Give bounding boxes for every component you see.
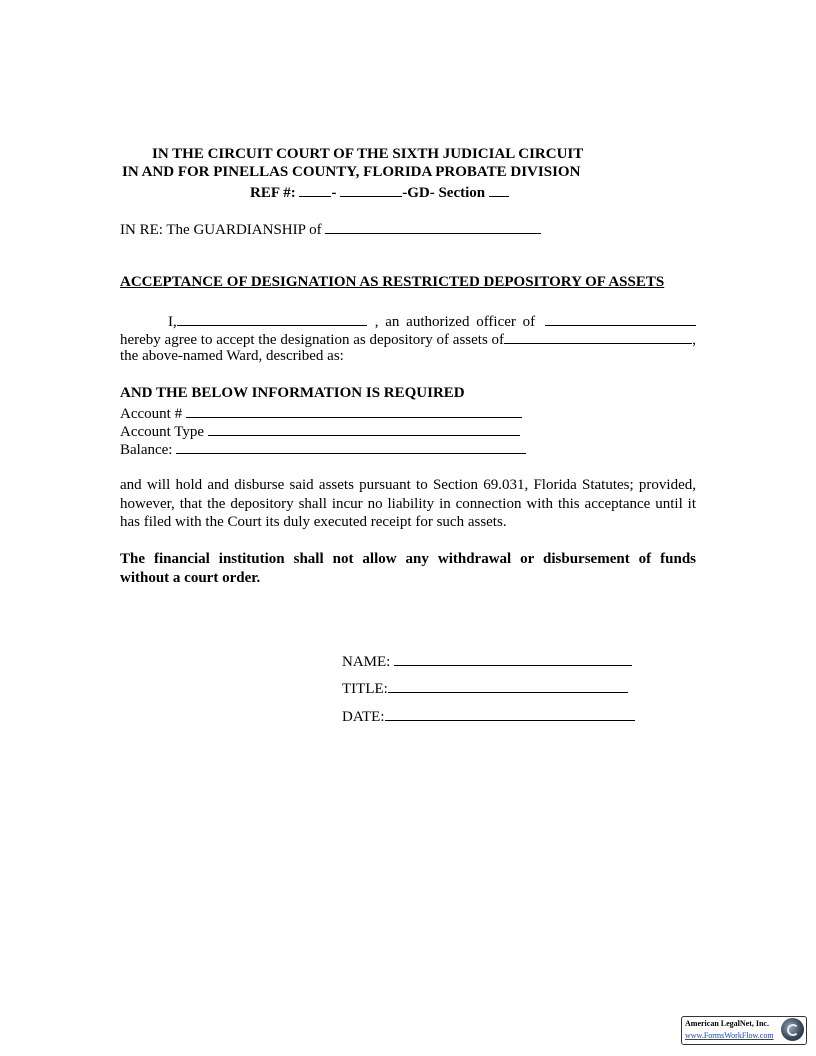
in-re-label: IN RE: The GUARDIANSHIP of bbox=[120, 222, 322, 238]
ref-label: REF #: bbox=[250, 185, 296, 201]
intro-line-2 bbox=[120, 329, 696, 347]
court-header-line2: IN AND FOR PINELLAS COUNTY, FLORIDA PROBATE DIVISION bbox=[122, 164, 581, 180]
in-re-line bbox=[120, 219, 541, 239]
ref-section-blank[interactable] bbox=[489, 182, 509, 197]
signature-title-label: TITLE: bbox=[342, 681, 388, 697]
account-type-blank[interactable] bbox=[208, 421, 520, 436]
ref-gd-section: -GD- Section bbox=[402, 185, 486, 201]
footer-company-name: American LegalNet, Inc. bbox=[685, 1019, 769, 1028]
ward-name-blank[interactable] bbox=[325, 219, 541, 234]
intro-line-1 bbox=[120, 311, 696, 329]
intro-line2-text: hereby agree to accept the designation as depository of assets of bbox=[120, 332, 505, 348]
signature-name-blank[interactable] bbox=[394, 651, 632, 666]
signature-name-label: NAME: bbox=[342, 654, 391, 670]
signature-date-label: DATE: bbox=[342, 709, 385, 725]
intro-line2-comma: , bbox=[692, 332, 696, 348]
ref-dash: - bbox=[331, 185, 337, 201]
balance-label: Balance: bbox=[120, 442, 173, 458]
account-number-row bbox=[120, 403, 522, 423]
globe-logo-icon bbox=[781, 1018, 804, 1041]
officer-name-blank[interactable] bbox=[177, 311, 367, 326]
signature-title-row bbox=[342, 678, 628, 698]
intro-paragraph bbox=[120, 311, 696, 365]
required-heading: AND THE BELOW INFORMATION IS REQUIRED bbox=[120, 385, 465, 401]
body-paragraph bbox=[120, 476, 696, 532]
ref-number-blank[interactable] bbox=[340, 182, 402, 197]
account-number-label: Account # bbox=[120, 406, 183, 422]
court-header-line1: IN THE CIRCUIT COURT OF THE SIXTH JUDICIAL CIRCUIT bbox=[152, 146, 584, 162]
signature-title-blank[interactable] bbox=[388, 678, 628, 693]
signature-date-blank[interactable] bbox=[385, 706, 635, 721]
notice-paragraph bbox=[120, 550, 696, 587]
account-number-blank[interactable] bbox=[186, 403, 522, 418]
intro-i-label: I, bbox=[168, 314, 177, 330]
account-type-row bbox=[120, 421, 520, 441]
intro-line-3: the above-named Ward, described as: bbox=[120, 348, 344, 364]
footer-url-link[interactable]: www.FormsWorkFlow.com bbox=[685, 1031, 774, 1040]
ref-number-line bbox=[250, 182, 509, 202]
balance-row bbox=[120, 439, 526, 459]
signature-date-row bbox=[342, 706, 635, 726]
document-title: ACCEPTANCE OF DESIGNATION AS RESTRICTED DEPOSITORY OF ASSETS bbox=[120, 274, 665, 290]
body-line-1: and will hold and disburse said assets pursuant to Section 69.031, Florida Statutes; provided, bbox=[120, 477, 696, 493]
account-type-label: Account Type bbox=[120, 424, 205, 440]
body-line-3: has filed with the Court its duly executed receipt for such assets. bbox=[120, 514, 507, 530]
ref-year-blank[interactable] bbox=[299, 182, 331, 197]
footer-logo[interactable] bbox=[681, 1016, 807, 1045]
intro-officer-text: , an authorized officer of bbox=[374, 314, 536, 330]
notice-line-2: without a court order. bbox=[120, 569, 261, 586]
signature-name-row bbox=[342, 651, 632, 671]
notice-line-1: The financial institution shall not allow any withdrawal or disbursement of funds bbox=[120, 551, 696, 567]
institution-name-blank[interactable] bbox=[545, 311, 696, 326]
body-line-2: however, that the depository shall incur no liability in connection with this acceptance until it bbox=[120, 495, 696, 512]
balance-blank[interactable] bbox=[176, 439, 526, 454]
assets-of-blank[interactable] bbox=[504, 329, 692, 344]
